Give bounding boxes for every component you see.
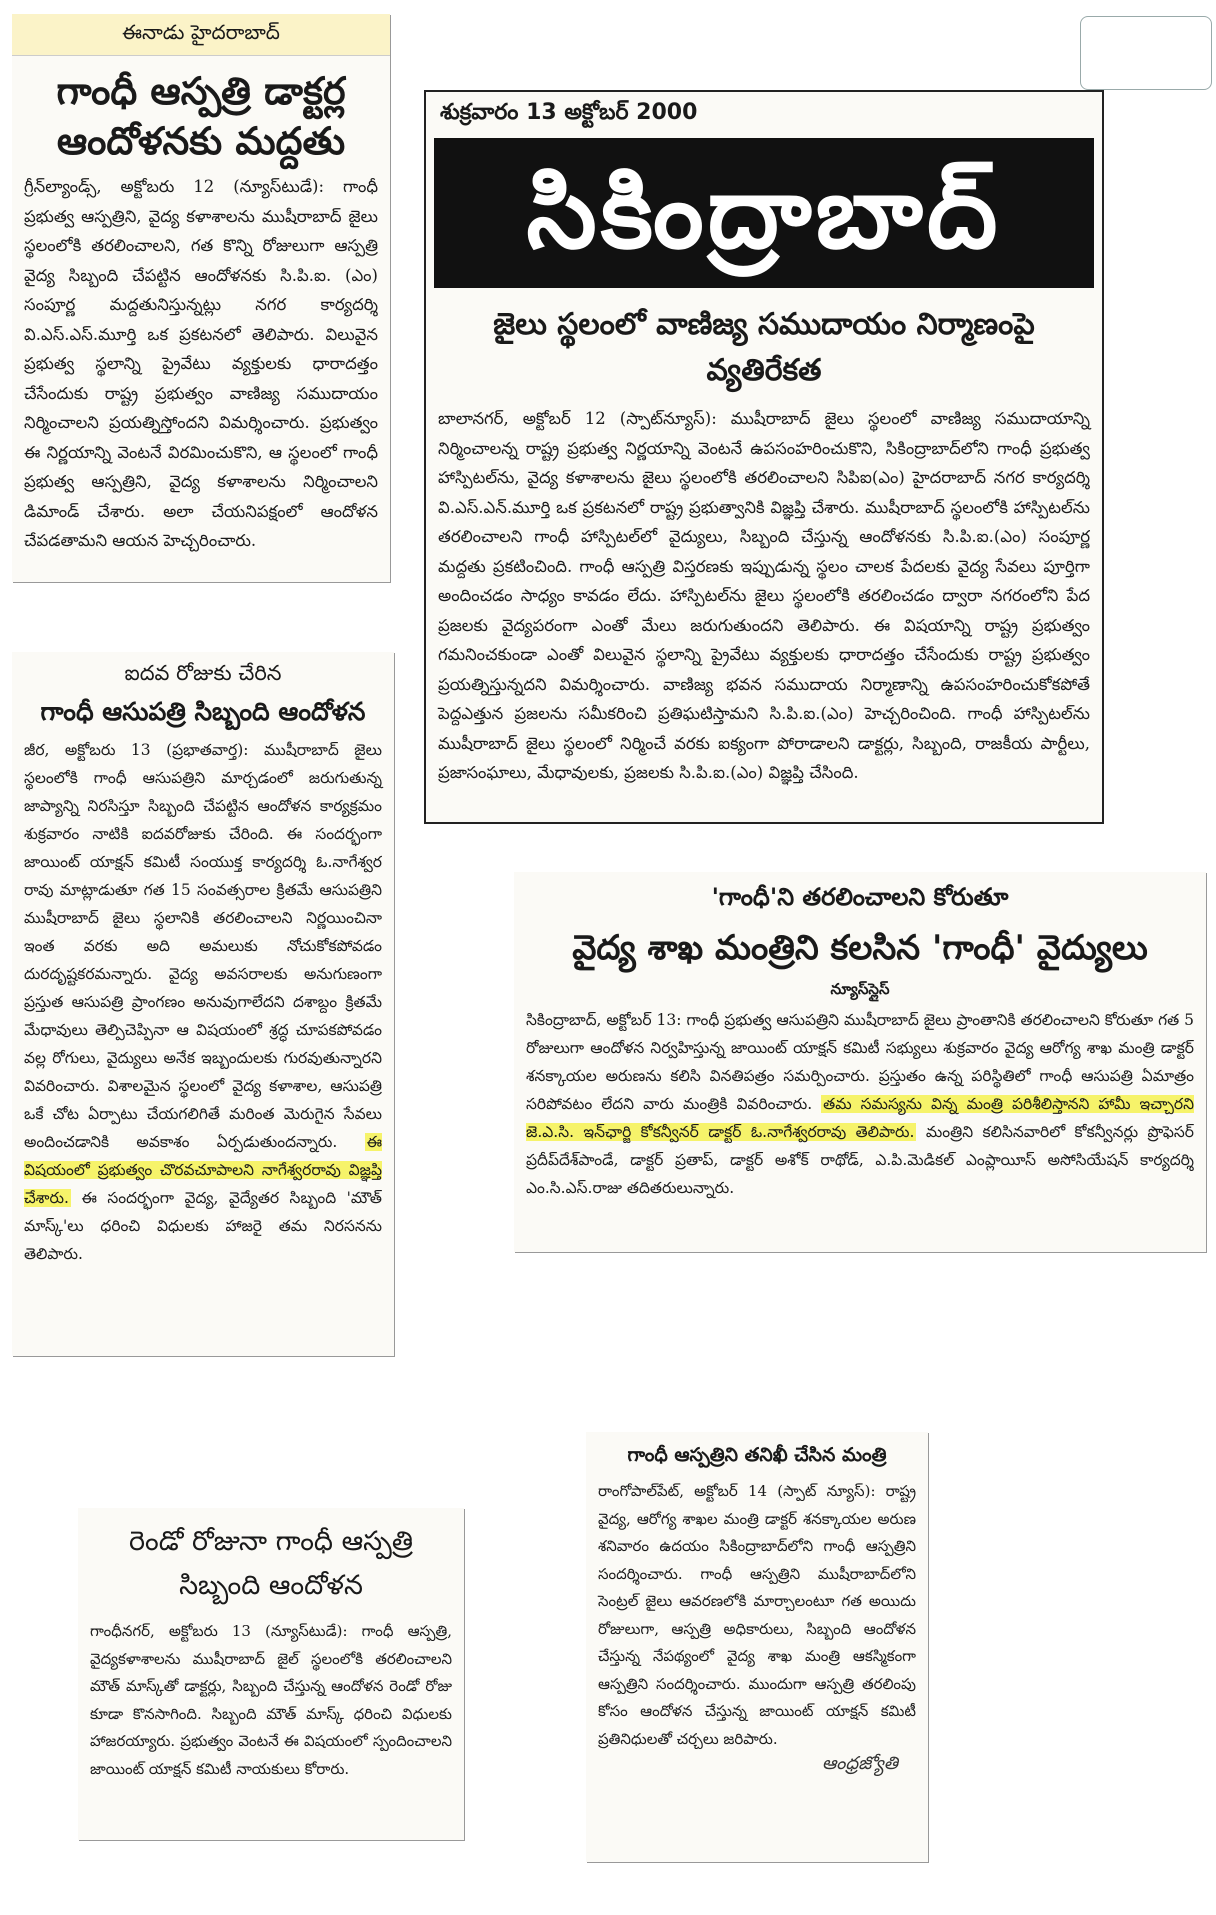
empty-frame [1080,16,1212,90]
highlighted-text: తమ సమస్యను విన్న మంత్రి పరిశీలిస్తానని హామీ ఇచ్చారని జె.ఎ.సి. ఇన్‌ఛార్జి కోకన్వీనర్ డాక్టర్ ఓ.నాగేశ్వరరావు తెలిపారు. [526,1095,1194,1141]
article-body [12,172,390,556]
body-text-before: సికింద్రాబాద్, అక్టోబర్ 13: గాంధీ ప్రభుత్వ ఆసుపత్రిని ముషీరాబాద్ జైలు ప్రాంతానికి తరలించాలని కోరుతూ గత 5 రోజులుగా ఆందోళన నిర్వహిస్తున్న జాయింట్ యాక్షన్ కమిటీ సభ్యులు శుక్రవారం వైద్య ఆరోగ్య శాఖ మంత్రి డాక్టర్ శనక్కాయల అరుణను కలిసి వినతిపత్రం సమర్పించారు. ప్రస్తుతం ఉన్న పరిస్థితిలో గాంధీ ఆసుపత్రి ఏమాత్రం సరిపోవటం లేదని వారు మంత్రికి వివరించారు. [526,1011,1194,1113]
body-text-before: జీర, అక్టోబరు 13 (ప్రభాతవార్త): ముషీరాబాద్ జైలు స్థలంలోకి గాంధీ ఆసుపత్రిని మార్చడంలో జరుగుతున్న జాప్యాన్ని నిరసిస్తూ సిబ్బంది చేపట్టిన ఆందోళన కార్యక్రమం శుక్రవారం నాటికి ఐదవరోజుకు చేరింది. ఈ సందర్భంగా జాయింట్ యాక్షన్ కమిటీ సంయుక్త కార్యదర్శి ఓ.నాగేశ్వర రావు మాట్లాడుతూ గత 15 సంవత్సరాల క్రితమే ఆసుపత్రిని ముషీరాబాద్ జైలు స్థలానికి తరలించాలని నిర్ణయించినా ఇంత వరకు అది అమలుకు నోచుకోకపోవడం దురదృష్టకరమన్నారు. వైద్య అవసరాలకు అనుగుణంగా ప్రస్తుత ఆసుపత్రి ప్రాంగణం అనువుగాలేదని దశాబ్దం క్రితమే మేధావులు తెల్పిచెప్పినా ఆ విషయంలో శ్రద్ధ చూపకపోవడం వల్ల రోగులు, వైద్యులు అనేక ఇబ్బందులకు గురవుతున్నారని వివరించారు. విశాలమైన స్థలంలో వైద్య కళాశాల, ఆసుపత్రి ఒకే చోట ఏర్పాటు చేయగలిగితే మరింత మెరుగైన సేవలు అందించడానికి అవకాశం ఏర్పడుతుందన్నారు. [24,741,382,1151]
kicker: ఐదవ రోజుకు చేరిన [124,661,282,685]
clip-prabhatavartha [12,652,394,1356]
article-body [426,404,1102,788]
clip-secunderabad [424,90,1104,824]
byline: న్యూస్‌స్లైస్ [830,980,890,998]
headline: గాంధీ ఆసుపత్రి సిబ్బంది ఆందోళన [40,697,366,726]
body-text-after: మంత్రిని కలిసినవారిలో కోకన్వీనర్లు ప్రొఫెసర్ ప్రదీప్‌దేశ్‌పాండే, డాక్టర్ ప్రతాప్, డాక్టర్ అశోక్ రాథోడ్, ఎ.పి.మెడికల్ ఎంప్లాయీస్ అసోసియేషన్ కార్యదర్శి ఎం.సి.ఎస్.రాజు తదితరులున్నారు. [526,1123,1194,1197]
headline: గాంధీ ఆస్పత్రిని తనిఖీ చేసిన మంత్రి [627,1444,887,1466]
article-body [12,736,394,1268]
body-text: గాంధీనగర్, అక్టోబరు 13 (న్యూస్‌టుడే): గాంధీ ఆస్పత్రి, వైద్యకళాశాలను ముషీరాబాద్ జైల్ స్థలంలోకి తరలించాలని మౌత్ మాస్క్‌తో డాక్టర్లు, సిబ్బంది చేస్తున్న ఆందోళన రెండో రోజు కూడా కొనసాగింది. సిబ్బంది మౌత్ మాస్క్ ధరించి విధులకు హాజరయ్యారు. ప్రభుత్వం వెంటనే ఈ విషయంలో స్పందించాలని జాయింట్ యాక్షన్ కమిటీ నాయకులు కోరారు. [90,1622,452,1778]
headline: జైలు స్థలంలో వాణిజ్య సముదాయం నిర్మాణంపై వ్యతిరేకత [493,307,1035,388]
article-body [514,1006,1206,1202]
article-body [78,1618,464,1783]
city-banner: సికింద్రాబాద్ [434,138,1094,288]
kicker: 'గాంధీ'ని తరలించాలని కోరుతూ [711,883,1009,911]
body-text [24,736,382,1268]
dateline: శుక్రవారం 13 అక్టోబర్ 2000 [440,100,698,125]
highlighted-text: ఈ విషయంలో ప్రభుత్వం చొరవచూపాలని నాగేశ్వరరావు విజ్ఞప్తి చేశారు. [24,1133,382,1207]
clip-minister-meeting [514,872,1206,1252]
body-text: రాంగోపాల్‌పేట్, అక్టోబర్ 14 (స్పాట్ న్యూస్): రాష్ట్ర వైద్య, ఆరోగ్య శాఖల మంత్రి డాక్టర్ శనక్కాయల అరుణ శనివారం ఉదయం సికింద్రాబాద్‌లోని గాంధీ ఆస్పత్రిని సందర్శించారు. గాంధీ ఆస్పత్రిని ముషీరాబాద్‌లోని సెంట్రల్ జైలు ఆవరణలోకి మార్చాలంటూ గత అయిదు రోజులుగా, ఆస్పత్రి అధికారులు, సిబ్బంది ఆందోళన చేస్తున్న నేపథ్యంలో వైద్య శాఖ మంత్రి ఆకస్మికంగా ఆస్పత్రిని సందర్శించారు. ముందుగా ఆస్పత్రి తరలింపు కోసం ఆందోళన చేస్తున్న జాయింట్ యాక్షన్ కమిటీ ప్రతినిధులతో చర్చలు జరిపారు. [598,1482,916,1748]
masthead: ఈనాడు హైదరాబాద్ [12,14,390,56]
body-text-after: ఈ సందర్భంగా వైద్య, వైద్యేతర సిబ్బంది 'మౌత్ మాస్క్'లు ధరించి విధులకు హాజరై తమ నిరసనను తెలిపారు. [24,1189,382,1263]
headline: గాంధీ ఆస్పత్రి డాక్టర్ల ఆందోళనకు మద్దతు [56,69,346,163]
headline: వైద్య శాఖ మంత్రిని కలసిన 'గాంధీ' వైద్యులు [572,928,1148,968]
body-text [526,1006,1194,1202]
clip-eenadu [12,14,390,582]
clip-minister-inspection [586,1432,928,1862]
article-body [586,1478,928,1753]
clip-second-day [78,1508,464,1840]
body-text: గ్రీన్‌ల్యాండ్స్, అక్టోబరు 12 (న్యూస్‌టుడే): గాంధీ ప్రభుత్వ ఆస్పత్రిని, వైద్య కళాశాలను ముషీరాబాద్ జైలు స్థలంలోకి తరలించాలని, గత కొన్ని రోజులుగా ఆస్పత్రి వైద్య సిబ్బంది చేపట్టిన ఆందోళనకు సి.పి.ఐ. (ఎం) సంపూర్ణ మద్దతునిస్తున్నట్లు నగర కార్యదర్శి వి.ఎస్.ఎస్.మూర్తి ఒక ప్రకటనలో తెలిపారు. విలువైన ప్రభుత్వ స్థలాన్ని ప్రైవేటు వ్యక్తులకు ధారాదత్తం చేసేందుకు రాష్ట్ర ప్రభుత్వం వాణిజ్య సముదాయం నిర్మించాలని ప్రయత్నిస్తోందని విమర్శించారు. ప్రభుత్వం ఈ నిర్ణయాన్ని వెంటనే విరమించుకొని, ఆ స్థలంలో గాంధీ ప్రభుత్వ ఆస్పత్రిని, వైద్య కళాశాలను నిర్మించాలని డిమాండ్ చేశారు. అలా చేయనిపక్షంలో ఆందోళన చేపడతామని ఆయన హెచ్చరించారు. [24,177,378,550]
source-signature: ఆంధ్రజ్యోతి [821,1753,898,1774]
headline: రెండో రోజునా గాంధీ ఆస్పత్రి సిబ్బంది ఆందోళన [129,1526,413,1601]
body-text: బాలానగర్, అక్టోబర్ 12 (స్పాట్‌న్యూస్): ముషీరాబాద్ జైలు స్థలంలో వాణిజ్య సముదాయాన్ని నిర్మించాలన్న రాష్ట్ర ప్రభుత్వ నిర్ణయాన్ని వెంటనే ఉపసంహరించుకొని, సికింద్రాబాద్‌లోని గాంధీ ప్రభుత్వ హాస్పిటల్‌ను, వైద్య కళాశాలను జైలు స్థలంలోకి తరలించాలని సిపిఐ(ఎం) హైదరాబాద్ నగర కార్యదర్శి వి.ఎస్.ఎన్.మూర్తి ఒక ప్రకటనలో రాష్ట్ర ప్రభుత్వానికి విజ్ఞప్తి చేశారు. ముషీరాబాద్ స్థలంలోకి హాస్పిటల్‌ను తరలించాలని గాంధీ హాస్పిటల్‌లో వైద్యులు, సిబ్బంది చేస్తున్న ఆందోళనకు సి.పి.ఐ.(ఎం) సంపూర్ణ మద్దతు ప్రకటించింది. గాంధీ ఆస్పత్రి విస్తరణకు ఇప్పుడున్న స్థలం చాలక పేదలకు వైద్య సేవలు పూర్తిగా అందించడం సాధ్యం కావడం లేదు. హాస్పిటల్‌ను జైలు స్థలంలోకి తరలించడం ద్వారా నగరంలోని పేద ప్రజలకు వైద్యపరంగా ఎంతో మేలు జరుగుతుందని తెలిపారు. ఈ విషయాన్ని రాష్ట్ర ప్రభుత్వం గమనించకుండా ఎంతో విలువైన స్థలాన్ని ప్రైవేటు వ్యక్తులకు ధారాదత్తం చేసేందుకు రాష్ట్ర ప్రభుత్వం ప్రయత్నిస్తున్నదని విమర్శించారు. వాణిజ్య భవన సముదాయ నిర్మాణాన్ని ఉపసంహరించుకోకపోతే పెద్దఎత్తున ప్రజలను సమీకరించి ప్రతిఘటిస్తామని సి.పి.ఐ.(ఎం) హెచ్చరించింది. గాంధీ హాస్పిటల్‌ను ముషీరాబాద్ జైలు స్థలంలో నిర్మించే వరకు ఐక్యంగా పోరాడాలని డాక్టర్లు, సిబ్బంది, రాజకీయ పార్టీలు, ప్రజాసంఘాలు, మేధావులకు, ప్రజలకు సి.పి.ఐ.(ఎం) విజ్ఞప్తి చేసింది. [438,409,1090,782]
